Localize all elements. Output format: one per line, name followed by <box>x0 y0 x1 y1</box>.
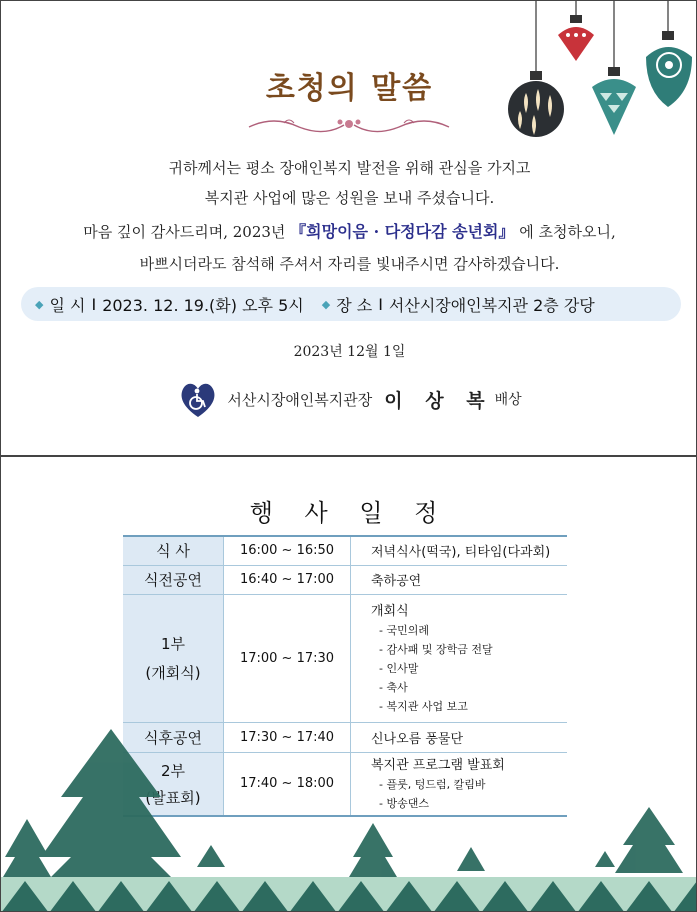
content-title: 복지관 프로그램 발표회 <box>371 758 505 774</box>
winter-trees-illustration-icon <box>1 727 697 912</box>
content-title: 개회식 <box>371 604 409 619</box>
separator: I <box>378 294 383 314</box>
sender-organization: 서산시장애인복지관장 <box>227 390 373 409</box>
invitation-line-4: 바쁘시더라도 참석해 주셔서 자리를 빛내주시면 감사하겠습니다. <box>139 255 560 273</box>
session-cell: 식 사 <box>123 536 224 565</box>
datetime-value: 2023. 12. 19.(화) 오후 5시 <box>102 295 304 315</box>
time-cell: 17:00 ~ 17:30 <box>224 594 351 722</box>
content-cell: 축하공연 <box>351 565 568 594</box>
invitation-line-2: 복지관 사업에 많은 성원을 보내 주셨습니다. <box>204 189 495 207</box>
sender-regards: 배상 <box>494 392 522 408</box>
content-cell <box>351 594 568 722</box>
time-cell: 16:40 ~ 17:00 <box>224 565 351 594</box>
schedule-panel <box>0 456 697 912</box>
table-row <box>123 536 567 565</box>
sender-line <box>1 379 697 419</box>
welfare-center-logo-icon <box>177 379 219 419</box>
session-name: 2부 <box>160 761 186 780</box>
table-row <box>123 594 567 722</box>
event-name: 『희망이음 · 다정다감 송년회』 <box>290 222 515 241</box>
schedule-title: 행 사 일 정 <box>249 499 450 527</box>
datetime-label: 일 시 <box>49 295 86 315</box>
separator: I <box>91 294 97 314</box>
invitation-line-1: 귀하께서는 평소 장애인복지 발전을 위해 관심을 가지고 <box>168 159 531 177</box>
session-subname: (개회식) <box>145 664 201 682</box>
content-cell: 저녁식사(떡국), 티타임(다과회) <box>351 536 568 565</box>
list-item: - 감사패 및 장학금 전달 <box>379 643 493 656</box>
list-item: - 방송댄스 <box>379 797 429 811</box>
time-cell: 16:00 ~ 16:50 <box>224 536 351 565</box>
invitation-line-3-end: 에 초청하오니, <box>514 223 616 241</box>
session-cell: 식전공연 <box>123 565 224 594</box>
flourish-ornament-icon <box>244 113 454 139</box>
session-name: 1부 <box>160 635 186 653</box>
place-value: 서산시장애인복지관 2층 강당 <box>388 295 595 315</box>
invitation-title: 초청의 말씀 <box>265 71 434 106</box>
session-cell <box>123 594 224 722</box>
time-cell: 17:30 ~ 17:40 <box>224 722 351 752</box>
list-item: - 축사 <box>379 681 408 694</box>
time-cell: 17:40 ~ 18:00 <box>224 752 351 816</box>
session-cell: 식후공연 <box>123 722 224 752</box>
list-item: - 복지관 사업 보고 <box>379 700 468 713</box>
diamond-bullet-icon: ◆ <box>35 297 44 311</box>
list-item: - 플룻, 텅드럼, 칼림바 <box>379 778 486 792</box>
content-cell: 신나오름 풍물단 <box>351 722 568 752</box>
place-label: 장 소 <box>336 295 373 315</box>
invitation-line-3-start: 마음 깊이 감사드리며, 2023년 <box>83 223 291 241</box>
event-info-bar <box>21 287 681 321</box>
session-subname: (발표회) <box>145 788 201 807</box>
invitation-line-3 <box>1 219 697 242</box>
sender-name: 이 상 복 <box>384 389 493 412</box>
diamond-bullet-icon: ◆ <box>321 297 331 311</box>
list-item: - 인사말 <box>379 662 419 675</box>
table-row <box>123 565 567 594</box>
issue-date: 2023년 12월 1일 <box>293 344 406 360</box>
list-item: - 국민의례 <box>379 624 429 637</box>
